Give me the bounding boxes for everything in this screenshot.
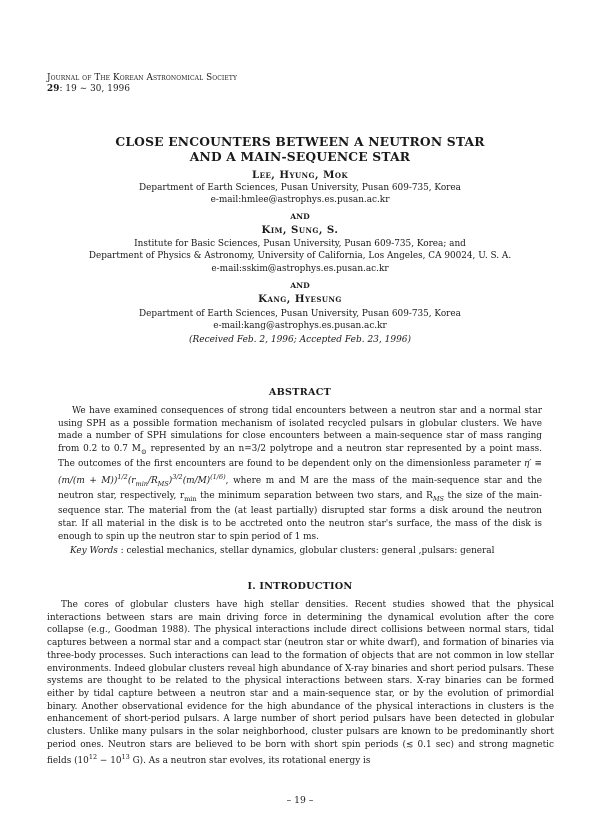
journal-citation [47, 84, 237, 95]
key-words-text: : celestial mechanics, stellar dynamics, globular clusters: general ,pulsars: general [117, 546, 495, 556]
sun-symbol: ⊙ [140, 447, 147, 456]
affiliation-line: Department of Earth Sciences, Pusan University, Pusan 609-735, Korea [139, 183, 461, 193]
page-range: : 19 ∼ 30, 1996 [59, 84, 131, 94]
email-line: e-mail:hmlee@astrophys.es.pusan.ac.kr [210, 195, 390, 206]
affiliation-line: Department of Physics & Astronomy, University of California, Los Angeles, CA 90024, U. S. A. [88, 251, 512, 262]
author-affiliation-3 [0, 308, 600, 333]
abstract-heading: ABSTRACT [268, 387, 332, 398]
author-affiliation-2 [0, 238, 600, 275]
min-subscript: min [184, 494, 197, 503]
and-separator: AND [290, 212, 310, 221]
abstract-text: the minimum separation between two stars, and R [196, 491, 433, 502]
journal-name: Journal of The Korean Astronomical Society [47, 73, 238, 83]
intro-text: 0.1 sec) and strong magnetic fields (10 [47, 739, 554, 767]
author-name-2: Kim, Sung, S. [261, 224, 339, 236]
abstract-body [58, 405, 542, 543]
section-heading: I. INTRODUCTION [247, 581, 353, 592]
intro-text: − 10 [97, 756, 122, 767]
key-words-label: Key Words [70, 546, 118, 556]
intro-text: The cores of globular clusters have high stellar densities. Recent studies showed that the physical interactions between stars are main driving force in determining the dynamical evolution after the core collapse (e.g., Goodman 1988). The physical interactions include direct collisions between normal stars, tidal captures between a normal star and a compact star (neutron star or white dwarf), and formation of binaries via three-body processes. Such interactions can lead to the formation of objects that are not common in low stellar environments. Indeed globular clusters reveal high abundance of X-ray binaries and short period pulsars. These systems are thought to be related to the physical interactions between stars. X-ray binaries can be formed either by tidal capture between a neutron star and a main-sequence star, or by the evolution of primordial binary. Another observational evidence for the high abundance of the physical interactions in clusters is the enhancement of short-period pulsars. A large number of short period pulsars have been detected in globular clusters. Unlike many pulsars in the solar neighborhood, cluster pulsars are known to be predominantly short period ones. Neutron stars are believed to be born with short spin periods ( [47, 600, 554, 750]
key-words [70, 546, 494, 556]
affiliation-line: Institute for Basic Sciences, Pusan University, Pusan 609-735, Korea; and [134, 239, 466, 249]
received-dates: (Received Feb. 2, 1996; Accepted Feb. 23, 1996) [188, 335, 412, 345]
abstract-text: We have examined consequences of strong tidal encounters between a neutron star and a normal star using SPH as a possible formation mechanism of isolated recycled pulsars in globular clusters. We have made a number of SPH simulations for close encounters between a main-sequence star of mass ranging from 0.2 to 0.7 M [58, 406, 542, 454]
title-line-2: AND A MAIN-SEQUENCE STAR [189, 148, 411, 164]
exponent: 12 [88, 753, 98, 762]
exponent: 13 [121, 753, 130, 762]
abstract-text: , where m and M are the mass of the main-sequence star and the neutron star, respectively, r [58, 475, 542, 502]
abstract-text: represented by an n=3/2 polytrope and a neutron star represented by a point mass. The outcomes of the first encounters are found to be dependent only on the dimensionless parameter [58, 443, 543, 470]
author-name-3: Kang, Hyesung [258, 293, 342, 305]
author-affiliation-1 [0, 182, 600, 207]
and-separator: AND [290, 281, 310, 290]
intro-text: G). As a neutron star evolves, its rotational energy is [129, 756, 371, 767]
title-line-1: CLOSE ENCOUNTERS BETWEEN A NEUTRON STAR [115, 134, 485, 149]
introduction-paragraph [47, 599, 554, 768]
volume-number: 29 [47, 84, 60, 94]
eta-formula: $\eta' \equiv (m/(m + M))^{1/2}(r_{min}/R_{MS})^{3/2}(m/M)^{(1/6)}$ [58, 459, 542, 488]
introduction-body [47, 599, 554, 768]
email-line: e-mail:kang@astrophys.es.pusan.ac.kr [213, 321, 387, 332]
email-line: e-mail:sskim@astrophys.es.pusan.ac.kr [211, 263, 389, 274]
paper-title [0, 135, 600, 164]
author-name-1: Lee, Hyung, Mok [251, 169, 349, 181]
abstract-paragraph [58, 405, 542, 543]
journal-header [47, 73, 237, 95]
abstract-text: the size of the main-sequence star. The material from the (at least partially) disrupted star forms a disk around the neutron star. If all material in the disk is to be acctreted onto the neutron star's surface, the mass of the disk is enough to spin up the neutron star to spin period of 1 ms. [58, 491, 542, 542]
page-number: – 19 – [286, 795, 314, 806]
lesssim-symbol: ≲ [405, 739, 414, 750]
ms-subscript: MS [432, 494, 444, 503]
affiliation-line: Department of Earth Sciences, Pusan University, Pusan 609-735, Korea [139, 309, 461, 319]
